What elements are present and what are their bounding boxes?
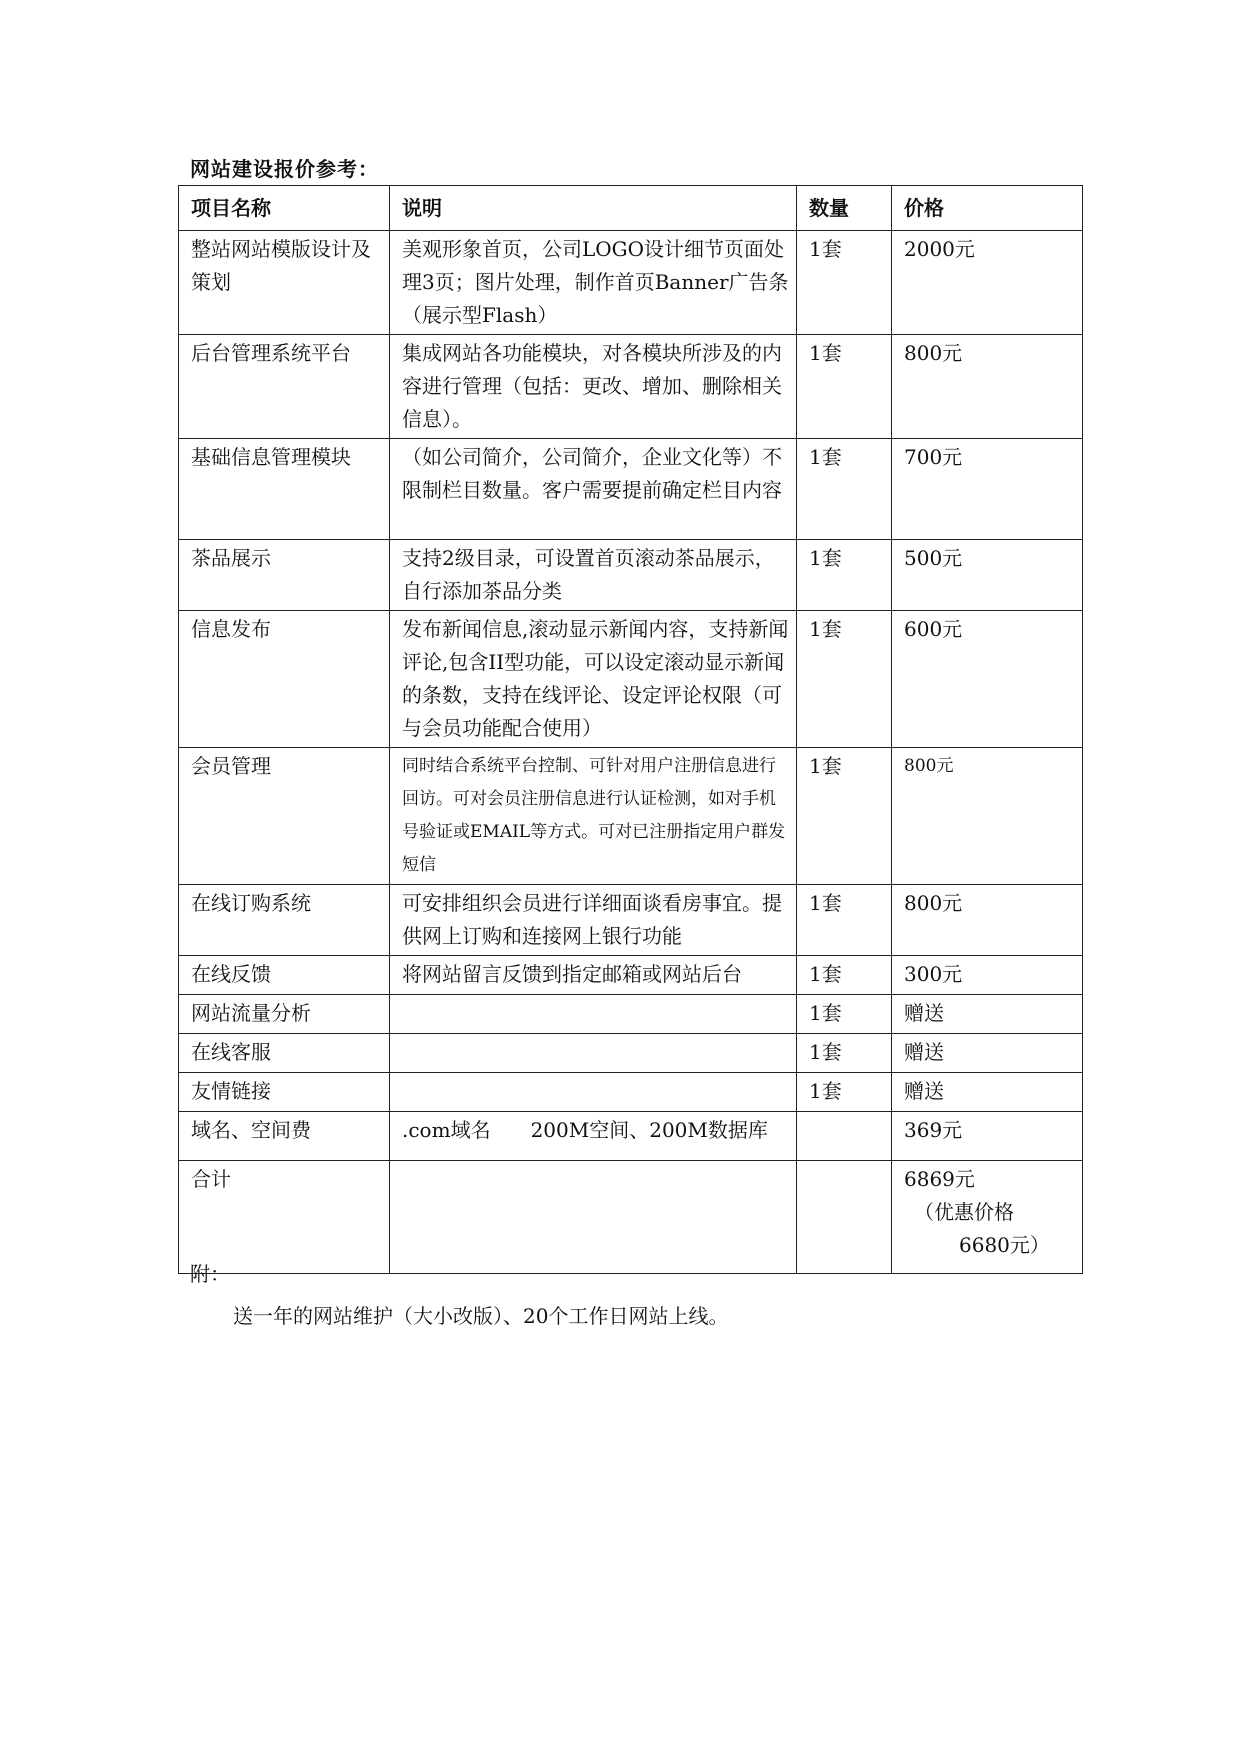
row-name: 域名、空间费 xyxy=(179,1112,390,1161)
discount-label-line: （优惠价格 xyxy=(914,1200,1014,1224)
row-qty: 1套 xyxy=(797,748,892,885)
row-name: 在线客服 xyxy=(179,1034,390,1073)
table-row xyxy=(179,231,1083,335)
total-price xyxy=(892,1161,1083,1274)
row-desc: .com域名 200M空间、200M数据库 xyxy=(390,1112,797,1161)
table-header-row xyxy=(179,186,1083,231)
row-name: 后台管理系统平台 xyxy=(179,335,390,439)
row-price: 2000元 xyxy=(892,231,1083,335)
total-label: 合计 xyxy=(179,1161,390,1274)
row-desc xyxy=(390,995,797,1034)
row-price: 700元 xyxy=(892,439,1083,540)
header-desc: 说明 xyxy=(390,186,797,231)
row-name: 网站流量分析 xyxy=(179,995,390,1034)
row-price: 赠送 xyxy=(892,1034,1083,1073)
table-row xyxy=(179,995,1083,1034)
table-row xyxy=(179,439,1083,540)
row-name: 在线订购系统 xyxy=(179,885,390,956)
row-desc xyxy=(390,1073,797,1112)
discount-price-line: 6680元） xyxy=(959,1233,1050,1257)
row-price: 800元 xyxy=(892,748,1083,885)
table-row xyxy=(179,956,1083,995)
row-price: 赠送 xyxy=(892,1073,1083,1112)
table-row xyxy=(179,1073,1083,1112)
table-row xyxy=(179,611,1083,748)
row-desc: 同时结合系统平台控制、可针对用户注册信息进行回访。可对会员注册信息进行认证检测，如对手机号验证或EMAIL等方式。可对已注册指定用户群发短信 xyxy=(390,748,797,885)
row-name: 友情链接 xyxy=(179,1073,390,1112)
row-price: 300元 xyxy=(892,956,1083,995)
row-qty: 1套 xyxy=(797,439,892,540)
table-row xyxy=(179,1112,1083,1161)
header-qty: 数量 xyxy=(797,186,892,231)
table-row xyxy=(179,335,1083,439)
row-desc: 将网站留言反馈到指定邮箱或网站后台 xyxy=(390,956,797,995)
header-name: 项目名称 xyxy=(179,186,390,231)
row-desc: 可安排组织会员进行详细面谈看房事宜。提供网上订购和连接网上银行功能 xyxy=(390,885,797,956)
row-qty: 1套 xyxy=(797,956,892,995)
note-text: 送一年的网站维护（大小改版）、20个工作日网站上线。 xyxy=(233,1304,729,1328)
row-qty: 1套 xyxy=(797,1073,892,1112)
header-price: 价格 xyxy=(892,186,1083,231)
total-qty xyxy=(797,1161,892,1274)
row-desc: 支持2级目录，可设置首页滚动茶品展示，自行添加茶品分类 xyxy=(390,540,797,611)
row-price: 369元 xyxy=(892,1112,1083,1161)
table-row xyxy=(179,540,1083,611)
row-name: 茶品展示 xyxy=(179,540,390,611)
row-desc: 集成网站各功能模块，对各模块所涉及的内容进行管理（包括：更改、增加、删除相关信息）。 xyxy=(390,335,797,439)
row-qty xyxy=(797,1112,892,1161)
table-row xyxy=(179,748,1083,885)
total-row xyxy=(179,1161,1083,1274)
table-row xyxy=(179,1034,1083,1073)
row-name: 会员管理 xyxy=(179,748,390,885)
row-name: 在线反馈 xyxy=(179,956,390,995)
row-qty: 1套 xyxy=(797,540,892,611)
row-qty: 1套 xyxy=(797,335,892,439)
row-qty: 1套 xyxy=(797,611,892,748)
table-row xyxy=(179,885,1083,956)
row-price: 800元 xyxy=(892,335,1083,439)
row-desc: 发布新闻信息,滚动显示新闻内容，支持新闻评论,包含II型功能，可以设定滚动显示新闻的条数，支持在线评论、设定评论权限（可与会员功能配合使用） xyxy=(390,611,797,748)
row-qty: 1套 xyxy=(797,231,892,335)
page-title: 网站建设报价参考： xyxy=(190,157,379,181)
row-price: 600元 xyxy=(892,611,1083,748)
row-price: 800元 xyxy=(892,885,1083,956)
row-name: 基础信息管理模块 xyxy=(179,439,390,540)
row-qty: 1套 xyxy=(797,885,892,956)
quote-table xyxy=(178,185,1083,1274)
note-label: 附： xyxy=(190,1262,230,1286)
row-price: 500元 xyxy=(892,540,1083,611)
row-name: 整站网站模版设计及策划 xyxy=(179,231,390,335)
row-qty: 1套 xyxy=(797,1034,892,1073)
row-name: 信息发布 xyxy=(179,611,390,748)
row-desc xyxy=(390,1034,797,1073)
total-desc xyxy=(390,1161,797,1274)
row-qty: 1套 xyxy=(797,995,892,1034)
row-desc: 美观形象首页，公司LOGO设计细节页面处理3页；图片处理，制作首页Banner广告条（展示型Flash） xyxy=(390,231,797,335)
row-desc: （如公司简介，公司简介，企业文化等）不限制栏目数量。客户需要提前确定栏目内容 xyxy=(390,439,797,540)
total-price-line: 6869元 xyxy=(904,1167,975,1191)
row-price: 赠送 xyxy=(892,995,1083,1034)
